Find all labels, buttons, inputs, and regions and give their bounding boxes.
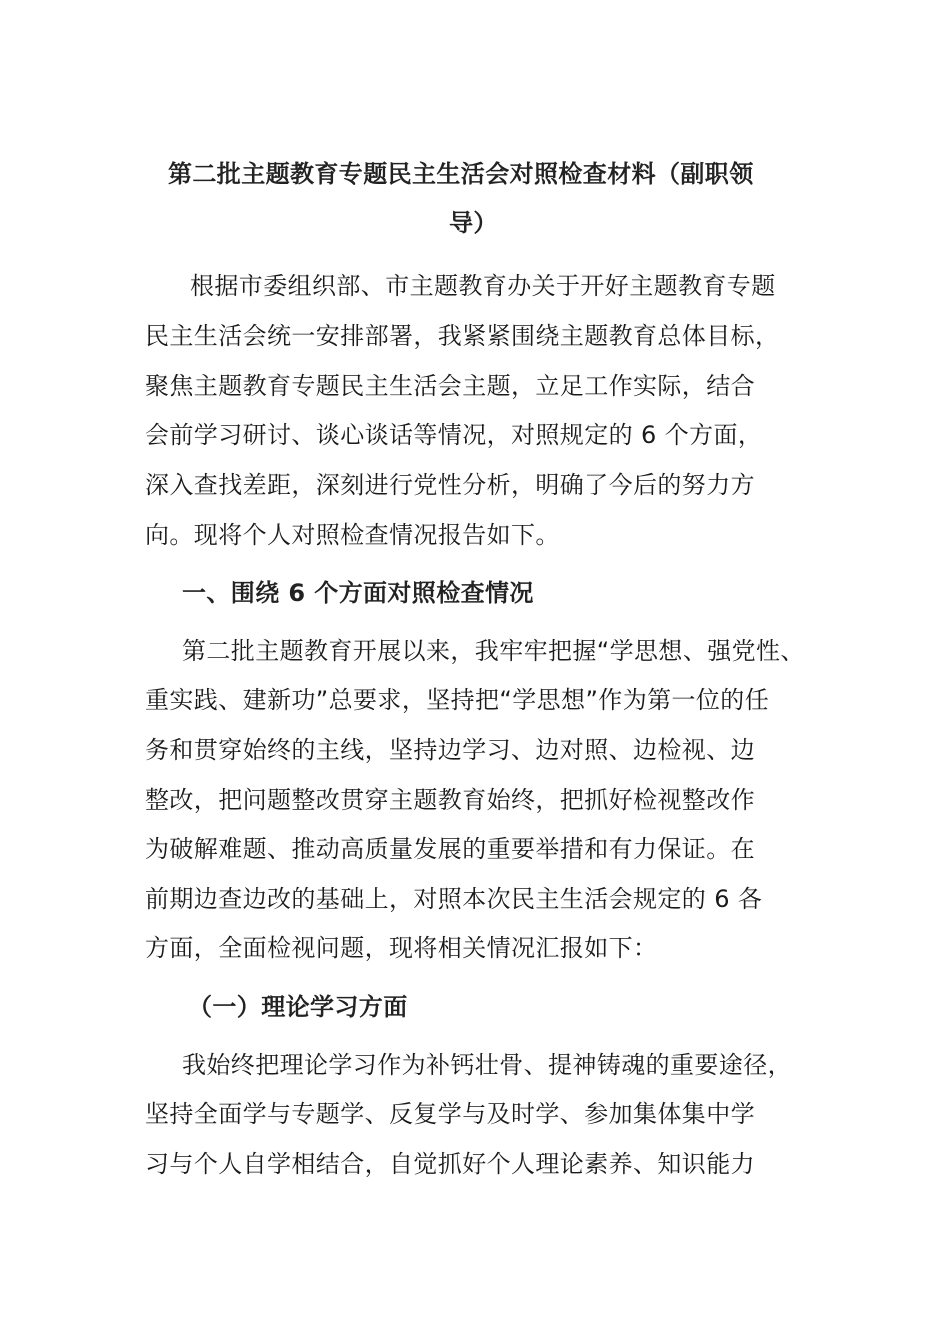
section-1-paragraph-line: 前期边查边改的基础上，对照本次民主生活会规定的 6 各 bbox=[145, 885, 763, 913]
section-1-heading: 一、围绕 6 个方面对照检查情况 bbox=[182, 579, 534, 607]
intro-paragraph-line: 聚焦主题教育专题民主生活会主题，立足工作实际，结合 bbox=[145, 372, 755, 400]
intro-paragraph-line: 向。现将个人对照检查情况报告如下。 bbox=[145, 521, 560, 549]
subsection-1-heading: （一）理论学习方面 bbox=[188, 993, 408, 1021]
section-1-paragraph-line: 重实践、建新功”总要求，坚持把“学思想”作为第一位的任 bbox=[145, 686, 770, 714]
intro-paragraph-line: 根据市委组织部、市主题教育办关于开好主题教育专题 bbox=[190, 272, 776, 300]
intro-paragraph-line: 深入查找差距，深刻进行党性分析，明确了今后的努力方 bbox=[145, 471, 755, 499]
section-1-paragraph-line: 整改，把问题整改贯穿主题教育始终，把抓好检视整改作 bbox=[145, 786, 755, 814]
subsection-1-paragraph-line: 我始终把理论学习作为补钙壮骨、提神铸魂的重要途径， bbox=[182, 1051, 792, 1079]
section-1-paragraph-line: 第二批主题教育开展以来，我牢牢把握“学思想、强党性、 bbox=[182, 637, 805, 665]
section-1-paragraph-line: 方面，全面检视问题，现将相关情况汇报如下： bbox=[145, 934, 658, 962]
document-title-line-1: 第二批主题教育专题民主生活会对照检查材料（副职领 bbox=[168, 160, 754, 188]
subsection-1-paragraph-line: 习与个人自学相结合，自觉抓好个人理论素养、知识能力 bbox=[145, 1150, 755, 1178]
intro-paragraph-line: 会前学习研讨、谈心谈话等情况，对照规定的 6 个方面， bbox=[145, 421, 763, 449]
intro-paragraph-line: 民主生活会统一安排部署，我紧紧围绕主题教育总体目标， bbox=[145, 322, 780, 350]
document-title-line-2: 导） bbox=[449, 209, 498, 237]
subsection-1-paragraph-line: 坚持全面学与专题学、反复学与及时学、参加集体集中学 bbox=[145, 1100, 755, 1128]
section-1-paragraph-line: 为破解难题、推动高质量发展的重要举措和有力保证。在 bbox=[145, 835, 755, 863]
section-1-paragraph-line: 务和贯穿始终的主线，坚持边学习、边对照、边检视、边 bbox=[145, 736, 755, 764]
